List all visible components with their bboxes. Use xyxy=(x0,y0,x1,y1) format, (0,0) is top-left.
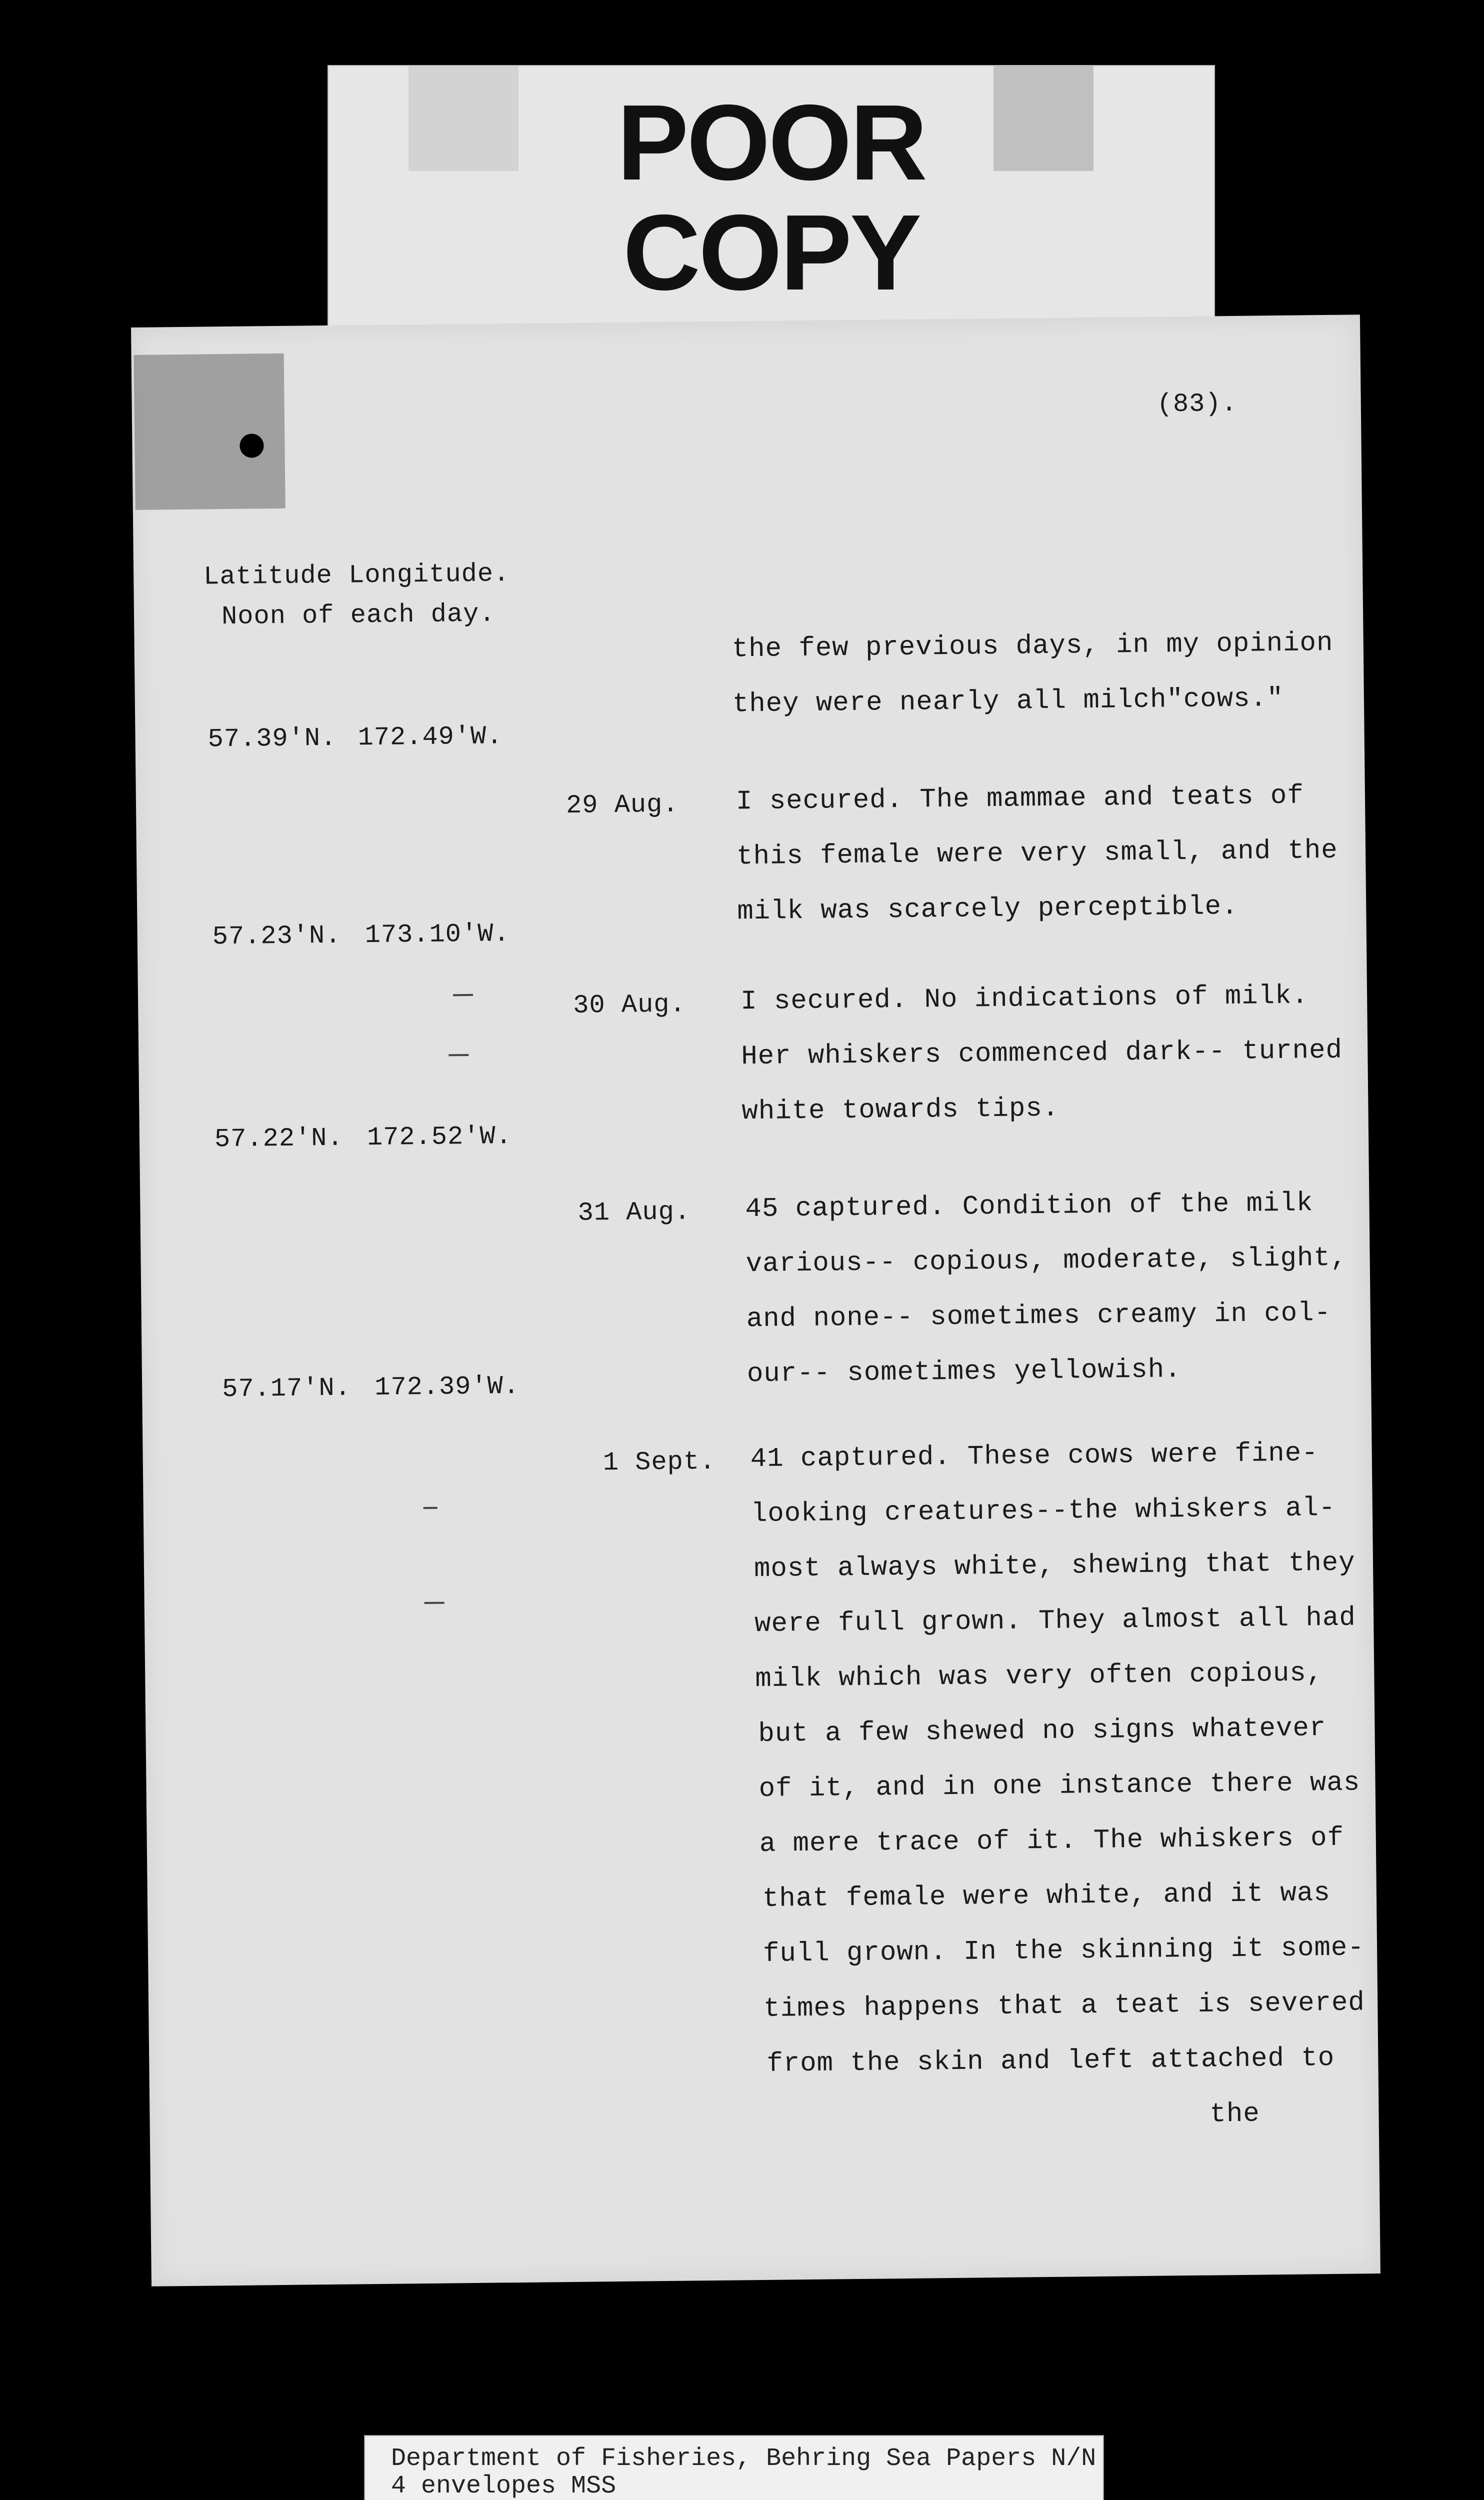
body-line: white towards tips. xyxy=(742,1093,1060,1128)
latitude-header: Latitude xyxy=(203,560,333,592)
body-line: times happens that a teat is severed xyxy=(763,1988,1366,2024)
catalog-label xyxy=(364,2435,1104,2500)
body-line: I secured. No indications of milk. xyxy=(740,980,1309,1018)
poor-copy-line-2: COPY xyxy=(622,192,920,312)
latitude-value: 57.39'N. xyxy=(208,723,337,754)
longitude-value: 172.52'W. xyxy=(366,1122,512,1153)
corner-tab xyxy=(134,354,286,510)
longitude-header: Longitude. xyxy=(348,559,510,590)
longitude-value: 173.10'W. xyxy=(364,919,510,950)
body-line: our-- sometimes yellowish. xyxy=(746,1354,1182,1390)
body-line: full grown. In the skinning it some- xyxy=(762,1932,1364,1970)
date-label: 1 Sept. xyxy=(602,1446,716,1478)
body-line: looking creatures--the whiskers al- xyxy=(750,1492,1336,1530)
date-label: 31 Aug. xyxy=(578,1197,691,1228)
latitude-value: 57.22'N. xyxy=(214,1123,344,1154)
body-line: various-- copious, moderate, slight, xyxy=(746,1242,1348,1280)
catalog-label-line-2: 4 envelopes MSS xyxy=(391,2472,616,2500)
body-line: but a few shewed no signs whatever xyxy=(758,1713,1326,1750)
body-line: of it, and in one instance there was xyxy=(758,1768,1360,1805)
body-line: were full grown. They almost all had xyxy=(754,1602,1356,1640)
catalog-label-line-1: Department of Fisheries, Behring Sea Papers N/N xyxy=(391,2444,1096,2473)
stray-mark xyxy=(453,994,473,996)
body-line: milk was scarcely perceptible. xyxy=(736,891,1238,928)
poor-copy-line-1: POOR xyxy=(616,82,926,202)
stray-mark xyxy=(424,1602,444,1604)
body-line: milk which was very often copious, xyxy=(755,1658,1324,1695)
body-line: 45 captured. Condition of the milk xyxy=(745,1188,1314,1225)
body-line: Her whiskers commenced dark-- turned xyxy=(741,1035,1343,1072)
punch-hole xyxy=(240,434,264,458)
noon-header: Noon of each day. xyxy=(221,599,496,632)
longitude-value: 172.39'W. xyxy=(374,1371,520,1403)
body-line: 41 captured. These cows were fine- xyxy=(750,1438,1318,1475)
body-line: most always white, shewing that they xyxy=(754,1548,1356,1585)
document-page xyxy=(131,314,1380,2286)
latitude-value: 57.23'N. xyxy=(212,920,342,952)
latitude-value: 57.17'N. xyxy=(222,1373,352,1404)
body-line: I secured. The mammae and teats of xyxy=(736,780,1304,818)
body-line: from the skin and left attached to xyxy=(766,2042,1335,2080)
body-line: that female were white, and it was xyxy=(762,1878,1331,1914)
poor-copy-slip xyxy=(328,65,1215,332)
date-label: 29 Aug. xyxy=(566,790,679,820)
page-number: (83). xyxy=(1156,388,1238,420)
body-line: they were nearly all milch"cows." xyxy=(732,683,1284,720)
body-line: and none-- sometimes creamy in col- xyxy=(746,1298,1332,1335)
stray-mark xyxy=(448,1054,468,1056)
body-line: a mere trace of it. The whiskers of xyxy=(759,1822,1344,1860)
longitude-value: 172.49'W. xyxy=(358,722,503,753)
date-label: 30 Aug. xyxy=(572,990,686,1020)
stray-mark xyxy=(424,1507,438,1509)
body-line: this female were very small, and the xyxy=(736,835,1338,872)
body-line: the xyxy=(1210,2098,1260,2130)
body-line: the few previous days, in my opinion xyxy=(732,628,1334,665)
